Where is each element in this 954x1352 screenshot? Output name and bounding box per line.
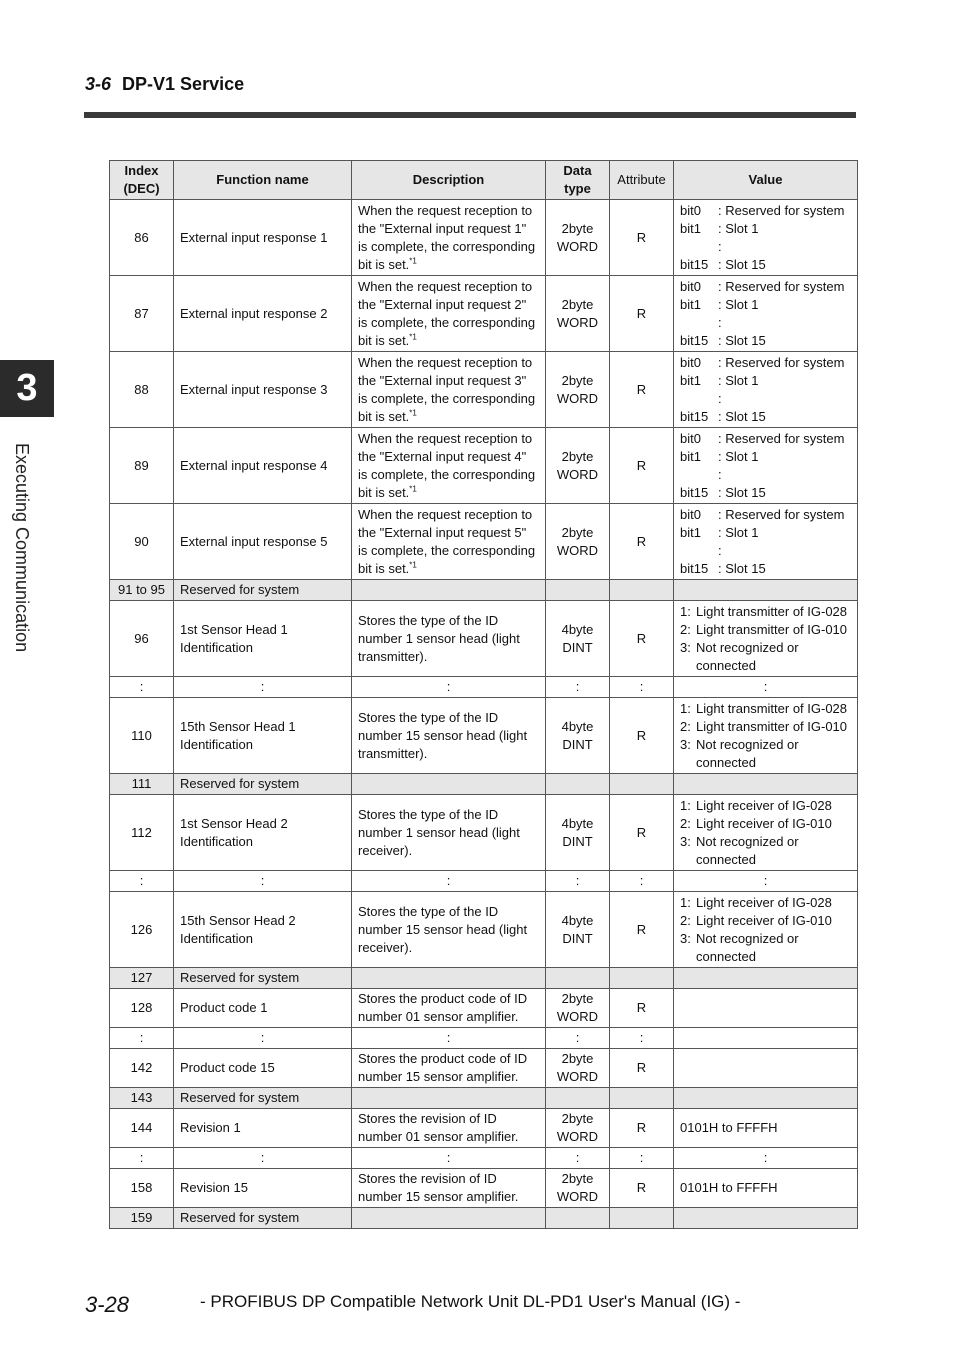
- footnote-mark: *1: [409, 484, 417, 494]
- bit-label: bit1: [680, 296, 701, 312]
- value-cell: 0101H to FFFFH: [674, 1169, 858, 1208]
- value-option: [680, 894, 851, 912]
- bit-line: [680, 296, 851, 314]
- bit-label: bit1: [680, 524, 701, 540]
- empty-cell: [352, 968, 546, 989]
- empty-cell: [352, 1088, 546, 1109]
- attribute-cell: R: [610, 1109, 674, 1148]
- description-cell: [352, 276, 546, 352]
- value-cell: [674, 1049, 858, 1088]
- bit-label: bit0: [680, 506, 701, 522]
- table-row: [110, 200, 858, 276]
- value-option: [680, 700, 851, 718]
- index-cell: 158: [110, 1169, 174, 1208]
- index-cell: 128: [110, 989, 174, 1028]
- bit-line: [680, 524, 851, 542]
- empty-cell: [610, 968, 674, 989]
- table-row: [110, 698, 858, 774]
- datatype-cell: 2byte WORD: [546, 200, 610, 276]
- option-text: Light transmitter of IG-010: [696, 621, 848, 637]
- ellipsis-cell: :: [110, 1028, 174, 1049]
- description-cell: [352, 200, 546, 276]
- value-option: [680, 815, 851, 833]
- function-cell: 15th Sensor Head 1 Identification: [174, 698, 352, 774]
- attribute-cell: R: [610, 795, 674, 871]
- page-number: 3-28: [85, 1292, 130, 1317]
- ellipsis-cell: :: [174, 1148, 352, 1169]
- empty-cell: [610, 1208, 674, 1229]
- table-row: [110, 428, 858, 504]
- index-cell: 159: [110, 1208, 174, 1229]
- function-cell: 1st Sensor Head 1 Identification: [174, 601, 352, 677]
- index-cell: 142: [110, 1049, 174, 1088]
- ellipsis-cell: :: [352, 871, 546, 892]
- bit-label: bit0: [680, 354, 701, 370]
- header-rule: [84, 112, 856, 118]
- col-header-index: Index (DEC): [110, 161, 174, 200]
- index-cell: 126: [110, 892, 174, 968]
- ellipsis-cell: [674, 1028, 858, 1049]
- bit-meaning: :: [718, 542, 722, 558]
- value-cell: 0101H to FFFFH: [674, 1109, 858, 1148]
- function-cell: External input response 4: [174, 428, 352, 504]
- bit-line: [680, 448, 851, 466]
- value-option: [680, 833, 851, 869]
- option-text: Not recognized or connected: [696, 930, 799, 964]
- ellipsis-cell: :: [352, 677, 546, 698]
- description-text: Stores the revision of ID number 01 sensor amplifier.: [358, 1111, 519, 1144]
- description-cell: [352, 1109, 546, 1148]
- bit-line: [680, 506, 851, 524]
- bit-meaning: : Slot 1: [718, 448, 759, 464]
- bit-meaning: :: [718, 238, 722, 254]
- bit-line: [680, 220, 851, 238]
- bit-line: [680, 256, 851, 274]
- attribute-cell: R: [610, 352, 674, 428]
- bit-label: bit1: [680, 220, 701, 236]
- table-header-row: [110, 161, 858, 200]
- bit-line: [680, 278, 851, 296]
- value-cell: [674, 276, 858, 352]
- datatype-cell: 4byte DINT: [546, 601, 610, 677]
- attribute-cell: R: [610, 989, 674, 1028]
- index-cell: 90: [110, 504, 174, 580]
- option-number: 2:: [680, 621, 691, 637]
- description-text: Stores the revision of ID number 15 sensor amplifier.: [358, 1171, 519, 1204]
- ellipsis-cell: :: [610, 677, 674, 698]
- bit-line: [680, 354, 851, 372]
- bit-meaning: : Slot 15: [718, 332, 766, 348]
- ellipsis-cell: :: [174, 1028, 352, 1049]
- bit-label: bit15: [680, 560, 709, 576]
- bit-label: [680, 238, 718, 256]
- table-row: [110, 276, 858, 352]
- value-option: [680, 603, 851, 621]
- function-cell: External input response 3: [174, 352, 352, 428]
- empty-cell: [352, 1208, 546, 1229]
- option-text: Light receiver of IG-010: [696, 815, 832, 831]
- table-row: [110, 1148, 858, 1169]
- function-cell: External input response 2: [174, 276, 352, 352]
- value-option: [680, 797, 851, 815]
- ellipsis-cell: :: [674, 1148, 858, 1169]
- datatype-cell: 4byte DINT: [546, 795, 610, 871]
- function-cell: External input response 1: [174, 200, 352, 276]
- function-cell: External input response 5: [174, 504, 352, 580]
- section-title: [85, 74, 244, 95]
- bit-line: [680, 430, 851, 448]
- description-cell: [352, 1169, 546, 1208]
- attribute-cell: R: [610, 428, 674, 504]
- bit-meaning: :: [718, 466, 722, 482]
- bit-meaning: : Reserved for system: [718, 506, 845, 522]
- function-cell: Product code 15: [174, 1049, 352, 1088]
- option-text: Not recognized or connected: [696, 639, 799, 673]
- bit-label: bit0: [680, 430, 701, 446]
- ellipsis-cell: :: [174, 677, 352, 698]
- value-cell: [674, 200, 858, 276]
- datatype-cell: 2byte WORD: [546, 1109, 610, 1148]
- ellipsis-cell: :: [352, 1028, 546, 1049]
- empty-cell: [352, 774, 546, 795]
- index-cell: 88: [110, 352, 174, 428]
- value-cell: [674, 428, 858, 504]
- description-cell: [352, 504, 546, 580]
- value-cell: [674, 892, 858, 968]
- ellipsis-cell: :: [674, 871, 858, 892]
- bit-meaning: : Slot 15: [718, 560, 766, 576]
- manual-title: - PROFIBUS DP Compatible Network Unit DL-PD1 User's Manual (IG) -: [200, 1292, 741, 1311]
- function-cell: Reserved for system: [174, 1208, 352, 1229]
- option-text: Not recognized or connected: [696, 736, 799, 770]
- bit-meaning: : Slot 1: [718, 296, 759, 312]
- bit-label: bit0: [680, 278, 701, 294]
- table-row: [110, 892, 858, 968]
- option-text: Light receiver of IG-010: [696, 912, 832, 928]
- attribute-cell: R: [610, 1169, 674, 1208]
- datatype-cell: 2byte WORD: [546, 428, 610, 504]
- table-row: [110, 580, 858, 601]
- attribute-cell: R: [610, 698, 674, 774]
- empty-cell: [546, 1088, 610, 1109]
- attribute-cell: R: [610, 504, 674, 580]
- description-text: Stores the product code of ID number 01 sensor amplifier.: [358, 991, 528, 1024]
- function-cell: 1st Sensor Head 2 Identification: [174, 795, 352, 871]
- empty-cell: [610, 1088, 674, 1109]
- empty-cell: [674, 774, 858, 795]
- option-text: Light receiver of IG-028: [696, 894, 832, 910]
- option-number: 1:: [680, 700, 691, 716]
- bit-meaning: : Reserved for system: [718, 278, 845, 294]
- ellipsis-cell: :: [110, 871, 174, 892]
- value-cell: [674, 698, 858, 774]
- empty-cell: [546, 1208, 610, 1229]
- datatype-cell: 2byte WORD: [546, 1169, 610, 1208]
- bit-label: [680, 542, 718, 560]
- bit-meaning: : Reserved for system: [718, 430, 845, 446]
- bit-label: [680, 314, 718, 332]
- datatype-cell: 4byte DINT: [546, 892, 610, 968]
- table-row: [110, 504, 858, 580]
- index-cell: 111: [110, 774, 174, 795]
- option-number: 2:: [680, 815, 691, 831]
- bit-meaning: : Reserved for system: [718, 354, 845, 370]
- bit-meaning: :: [718, 390, 722, 406]
- description-text: When the request reception to the "External input request 4" is complete, the corresponding bit is set.: [358, 430, 536, 500]
- ellipsis-cell: :: [610, 1028, 674, 1049]
- description-cell: [352, 698, 546, 774]
- bit-meaning: : Slot 1: [718, 372, 759, 388]
- ellipsis-cell: :: [546, 871, 610, 892]
- bit-line: [680, 484, 851, 502]
- value-option: [680, 718, 851, 736]
- table-row: [110, 968, 858, 989]
- bit-label: bit15: [680, 256, 709, 272]
- description-text: Stores the product code of ID number 15 sensor amplifier.: [358, 1051, 528, 1084]
- col-header-description: Description: [352, 161, 546, 200]
- option-text: Light transmitter of IG-028: [696, 603, 848, 619]
- table-row: [110, 677, 858, 698]
- description-cell: [352, 428, 546, 504]
- bit-meaning: :: [718, 314, 722, 330]
- table-row: [110, 989, 858, 1028]
- value-option: [680, 930, 851, 966]
- index-cell: 144: [110, 1109, 174, 1148]
- table-row: [110, 1049, 858, 1088]
- value-cell: [674, 601, 858, 677]
- function-cell: Revision 1: [174, 1109, 352, 1148]
- description-text: Stores the type of the ID number 1 sensor head (light transmitter).: [358, 612, 520, 664]
- empty-cell: [546, 774, 610, 795]
- description-text: When the request reception to the "External input request 3" is complete, the corresponding bit is set.: [358, 354, 536, 424]
- description-cell: [352, 1049, 546, 1088]
- function-cell: Reserved for system: [174, 774, 352, 795]
- empty-cell: [352, 580, 546, 601]
- empty-cell: [610, 580, 674, 601]
- value-cell: [674, 989, 858, 1028]
- bit-label: [680, 466, 718, 484]
- function-cell: Reserved for system: [174, 580, 352, 601]
- datatype-cell: 2byte WORD: [546, 1049, 610, 1088]
- section-name: DP-V1 Service: [122, 74, 245, 94]
- description-text: When the request reception to the "External input request 5" is complete, the corresponding bit is set.: [358, 506, 536, 576]
- bit-line: [680, 408, 851, 426]
- table-row: [110, 1109, 858, 1148]
- datatype-cell: 2byte WORD: [546, 276, 610, 352]
- col-header-function: Function name: [174, 161, 352, 200]
- description-cell: [352, 795, 546, 871]
- index-cell: 87: [110, 276, 174, 352]
- bit-line: [680, 238, 851, 256]
- bit-meaning: : Slot 1: [718, 524, 759, 540]
- datatype-cell: 2byte WORD: [546, 989, 610, 1028]
- table-row: [110, 1208, 858, 1229]
- option-text: Light transmitter of IG-010: [696, 718, 848, 734]
- bit-line: [680, 542, 851, 560]
- bit-line: [680, 560, 851, 578]
- index-cell: 91 to 95: [110, 580, 174, 601]
- ellipsis-cell: :: [610, 871, 674, 892]
- function-cell: Revision 15: [174, 1169, 352, 1208]
- table-row: [110, 774, 858, 795]
- index-cell: 143: [110, 1088, 174, 1109]
- parameter-table: [109, 160, 858, 1229]
- bit-meaning: : Slot 1: [718, 220, 759, 236]
- attribute-cell: R: [610, 1049, 674, 1088]
- index-cell: 96: [110, 601, 174, 677]
- datatype-cell: 2byte WORD: [546, 352, 610, 428]
- table-row: [110, 871, 858, 892]
- bit-line: [680, 390, 851, 408]
- bit-label: bit1: [680, 372, 701, 388]
- option-number: 1:: [680, 603, 691, 619]
- function-cell: 15th Sensor Head 2 Identification: [174, 892, 352, 968]
- footnote-mark: *1: [409, 332, 417, 342]
- attribute-cell: R: [610, 276, 674, 352]
- table-row: [110, 1028, 858, 1049]
- index-cell: 86: [110, 200, 174, 276]
- description-cell: [352, 601, 546, 677]
- description-cell: [352, 989, 546, 1028]
- description-cell: [352, 892, 546, 968]
- empty-cell: [546, 580, 610, 601]
- index-cell: 127: [110, 968, 174, 989]
- bit-meaning: : Slot 15: [718, 484, 766, 500]
- ellipsis-cell: :: [174, 871, 352, 892]
- index-cell: 112: [110, 795, 174, 871]
- bit-label: [680, 390, 718, 408]
- ellipsis-cell: :: [610, 1148, 674, 1169]
- index-cell: 89: [110, 428, 174, 504]
- description-text: Stores the type of the ID number 1 sensor head (light receiver).: [358, 806, 520, 858]
- option-number: 1:: [680, 894, 691, 910]
- table-row: [110, 601, 858, 677]
- option-number: 3:: [680, 930, 691, 946]
- option-number: 3:: [680, 736, 691, 752]
- bit-label: bit15: [680, 484, 709, 500]
- description-text: Stores the type of the ID number 15 sensor head (light receiver).: [358, 903, 528, 955]
- option-number: 3:: [680, 639, 691, 655]
- ellipsis-cell: :: [674, 677, 858, 698]
- ellipsis-cell: :: [110, 1148, 174, 1169]
- empty-cell: [546, 968, 610, 989]
- option-number: 3:: [680, 833, 691, 849]
- bit-label: bit15: [680, 332, 709, 348]
- option-number: 1:: [680, 797, 691, 813]
- function-cell: Reserved for system: [174, 1088, 352, 1109]
- attribute-cell: R: [610, 601, 674, 677]
- function-cell: Product code 1: [174, 989, 352, 1028]
- option-text: Not recognized or connected: [696, 833, 799, 867]
- value-cell: [674, 352, 858, 428]
- bit-meaning: : Slot 15: [718, 408, 766, 424]
- empty-cell: [610, 774, 674, 795]
- ellipsis-cell: :: [546, 1028, 610, 1049]
- description-text: When the request reception to the "External input request 2" is complete, the corresponding bit is set.: [358, 278, 536, 348]
- index-cell: 110: [110, 698, 174, 774]
- option-text: Light receiver of IG-028: [696, 797, 832, 813]
- ellipsis-cell: :: [352, 1148, 546, 1169]
- bit-label: bit1: [680, 448, 701, 464]
- table-row: [110, 352, 858, 428]
- value-option: [680, 639, 851, 675]
- chapter-number-tab: 3: [0, 360, 54, 417]
- description-cell: [352, 352, 546, 428]
- attribute-cell: R: [610, 892, 674, 968]
- option-number: 2:: [680, 718, 691, 734]
- bit-meaning: : Slot 15: [718, 256, 766, 272]
- footnote-mark: *1: [409, 408, 417, 418]
- attribute-cell: R: [610, 200, 674, 276]
- datatype-cell: 4byte DINT: [546, 698, 610, 774]
- value-cell: [674, 795, 858, 871]
- col-header-value: Value: [674, 161, 858, 200]
- col-header-attribute: Attribute: [610, 161, 674, 200]
- option-text: Light transmitter of IG-028: [696, 700, 848, 716]
- value-option: [680, 912, 851, 930]
- empty-cell: [674, 580, 858, 601]
- table-row: [110, 1088, 858, 1109]
- bit-line: [680, 314, 851, 332]
- description-text: When the request reception to the "External input request 1" is complete, the corresponding bit is set.: [358, 202, 536, 272]
- description-text: Stores the type of the ID number 15 sensor head (light transmitter).: [358, 709, 528, 761]
- chapter-side-title: Executing Communication: [12, 443, 32, 653]
- bit-line: [680, 202, 851, 220]
- bit-line: [680, 372, 851, 390]
- empty-cell: [674, 1088, 858, 1109]
- footnote-mark: *1: [409, 256, 417, 266]
- value-option: [680, 621, 851, 639]
- datatype-cell: 2byte WORD: [546, 504, 610, 580]
- bit-meaning: : Reserved for system: [718, 202, 845, 218]
- section-number: 3-6: [85, 74, 112, 94]
- table-row: [110, 1169, 858, 1208]
- table-row: [110, 795, 858, 871]
- value-option: [680, 736, 851, 772]
- bit-line: [680, 466, 851, 484]
- ellipsis-cell: :: [110, 677, 174, 698]
- option-number: 2:: [680, 912, 691, 928]
- bit-line: [680, 332, 851, 350]
- bit-label: bit0: [680, 202, 701, 218]
- footnote-mark: *1: [409, 560, 417, 570]
- ellipsis-cell: :: [546, 1148, 610, 1169]
- col-header-datatype: Data type: [546, 161, 610, 200]
- ellipsis-cell: :: [546, 677, 610, 698]
- table-body: [110, 200, 858, 1229]
- bit-label: bit15: [680, 408, 709, 424]
- empty-cell: [674, 968, 858, 989]
- function-cell: Reserved for system: [174, 968, 352, 989]
- empty-cell: [674, 1208, 858, 1229]
- value-cell: [674, 504, 858, 580]
